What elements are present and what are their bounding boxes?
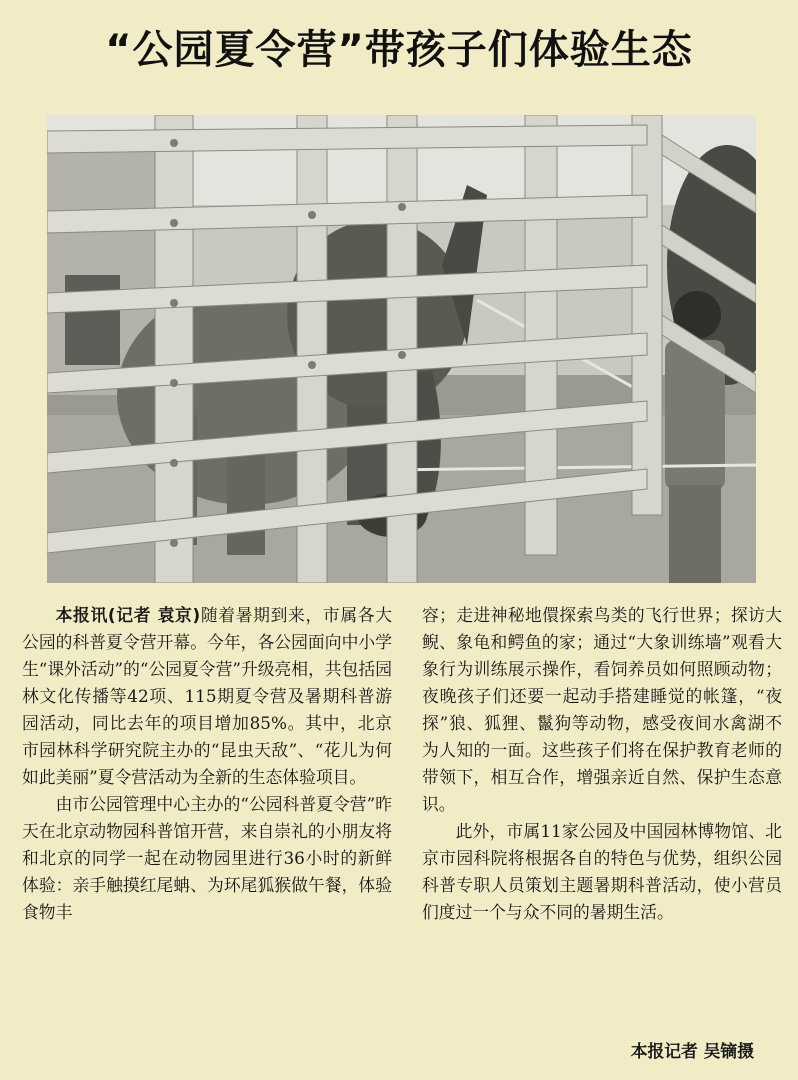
article-paragraph-continued: 容；走进神秘地儇探索鸟类的飞行世界；探访大鲵、象龟和鳄鱼的家；通过“大象训练墙”观看大象行为训练展示操作，看饲养员如何照顾动物；夜晚孩子们还要一起动手搭建睡觉的帐篷，“夜探”狼、狐狸、鬣狗等动物，感受夜间水禽湖不为人知的一面。这些孩子们将在保护教育老师的带领下，相互合作，增强亲近自然、保护生态意识。 bbox=[422, 605, 782, 814]
photo-credit: 本报记者 吴镝摄 bbox=[630, 1041, 754, 1061]
article-paragraph: 由市公园管理中心主办的“公园科普夏令营”昨天在北京动物园科普馆开营，来自崇礼的小朋友将和北京的同学一起在动物园里进行36小时的新鲜体验：亲手触摸红尾蚺、为环尾狐猴做午餐，体验食物丰 bbox=[22, 794, 392, 922]
paragraph-text: 随着暑期到来，市属各大公园的科普夏令营开幕。今年，各公园面向中小学生“课外活动”的“公园夏令营”升级亮相，共包括园林文化传播等42项、115期夏令营及暑期科普游园活动，同比去年的项目增加85%。其中，北京市园林科学研究院主办的“昆虫天敌”、“花儿为何如此美丽”夏令营活动为全新的生态体验项目。 bbox=[22, 605, 392, 787]
article-paragraph bbox=[22, 602, 392, 791]
byline: 本报讯(记者 袁京) bbox=[55, 605, 201, 625]
news-photo bbox=[47, 115, 756, 583]
article-column-right bbox=[422, 602, 782, 926]
article-paragraph: 此外，市属11家公园及中国园林博物馆、北京市园科院将根据各自的特色与优势，组织公园科普专职人员策划主题暑期科普活动，使小营员们度过一个与众不同的暑期生活。 bbox=[422, 821, 782, 922]
headline: “公园夏令营”带孩子们体验生态 bbox=[105, 27, 693, 73]
article-column-left bbox=[22, 602, 392, 926]
